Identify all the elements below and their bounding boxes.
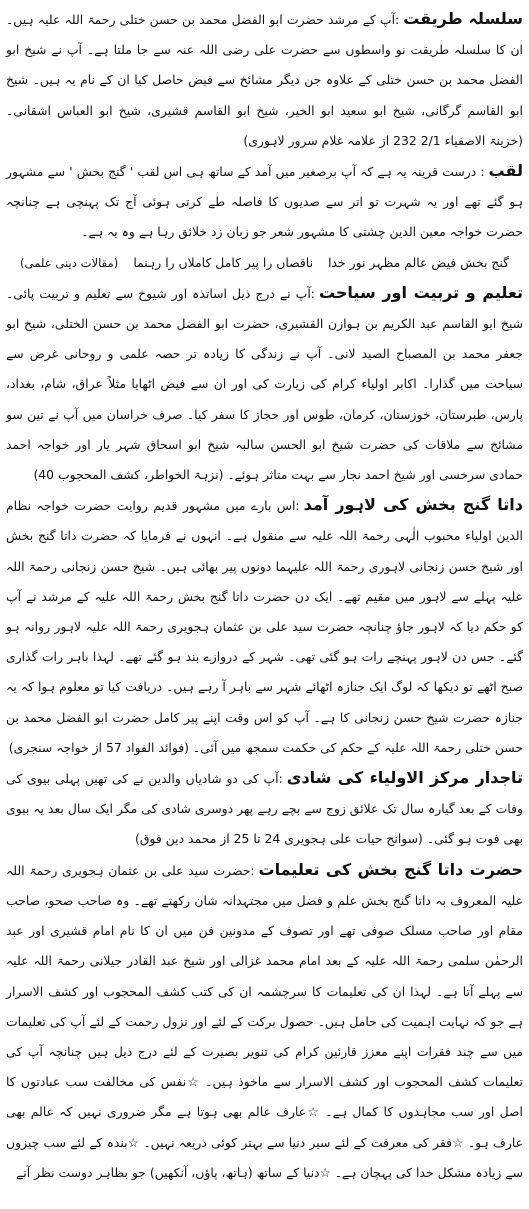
section-shadi <box>6 763 523 855</box>
section-talimat <box>6 855 523 1188</box>
section-body: : درست قرینہ یہ ہے کہ آپ برصغیر میں آمد کے ساتھ ہی اس لقب ' گنج بخش ' سے مشہور ہو گئے تھے اور یہ شہرت تو اتر سے صدیوں کا فاصلہ طے کرتی ہوئی آج تک پہنچی ہے چنانچہ حضرت خواجہ معین الدین چشتی کا مشہور شعر جو زبان زد خلائق رہا ہے وہ یہ ہے۔ <box>6 164 523 240</box>
section-heading: تعلیم و تربیت اور سیاحت <box>318 282 523 302</box>
verse-right: گنج بخش فیض عالم مظہر نور خدا <box>328 254 509 270</box>
verse-left: ناقصاں را پیر کامل کاملاں را رہنما <box>133 254 314 270</box>
section-heading: تاجدار مرکز الاولیاء کی شادی <box>286 768 523 788</box>
section-heading: حضرت داتا گنج بخش کی تعلیمات <box>258 859 523 879</box>
verse-couplet <box>6 248 523 278</box>
section-lahore <box>6 490 523 763</box>
section-body: :آپ کے مرشد حضرت ابو الفضل محمد بن حسن ختلی رحمۃ اللہ علیہ ہیں۔ ان کا سلسلہ طریقت نو واسطوں سے حضرت علی رضی اللہ عنہ سے جا ملتا ہے۔ آپ نے شیخ ابو الفضل محمد بن حسن ختلی کے علاوہ جن دیگر مشائخ سے فیض حاصل کیا ان کے نام یہ ہیں۔ شیخ ابو القاسم گرگانی، شیخ ابو سعید ابو الخیر، شیخ ابو القاسم قشیری، شیخ ابو العباس اشقانی۔ (خزینۃ الاصفیاء 2/1 232 از علامہ غلام سرور لاہوری) <box>6 12 523 148</box>
section-talim <box>6 278 523 490</box>
section-heading: داتا گنج بخش کی لاہور آمد <box>303 495 523 515</box>
verse-reference: (مقالات دینی علمی) <box>20 255 119 270</box>
section-laqab <box>6 156 523 248</box>
section-body: :اس بارے میں مشہور قدیم روایت حضرت خواجہ نظام الدین اولیاء محبوب الٰہی رحمۃ اللہ علیہ سے منقول ہے۔ انہوں نے فرمایا کہ حضرت داتا گنج بخش اور شیخ حسن زنجانی لاہوری رحمۃ اللہ علیہما دونوں پیر بھائی ہیں۔ شیخ حسن زنجانی رحمۃ اللہ علیہ پہلے سے لاہور میں مقیم تھے۔ ایک دن حضرت داتا گنج بخش رحمۃ اللہ علیہ کے مرشد نے آپ کو حکم دیا کہ لاہور جاؤ چنانچہ حضرت سید علی بن عثمان ہجویری رحمۃ اللہ علیہ لاہور روانہ ہو گئے۔ جس دن لاہور پہنچے رات ہو گئی تھی۔ شہر کے دروازے بند ہو گئے تھے۔ لہذا باہر رات گذاری صبح اٹھے تو دیکھا کہ لوگ ایک جنازہ اٹھائے شہر سے باہر آ رہے ہیں۔ دریافت کیا تو معلوم ہوا کہ یہ جنازہ حضرت شیخ حسن زنجانی کا ہے۔ آپ کو اس وقت اپنے پیر کامل حضرت ابو الفضل محمد بن حسن ختلی رحمۃ اللہ علیہ کے حکم کی حکمت سمجھ میں آئی۔ (فوائد الفواد 57 از خواجہ سنجری) <box>6 498 523 755</box>
section-body: :آپ نے درج ذیل اساتذہ اور شیوخ سے تعلیم و تربیت پائی۔ شیخ ابو القاسم عبد الکریم بن ہوازن القشیری، حضرت ابو الفضل محمد بن حسن الختلی، شیخ ابو جعفر محمد بن المصباح الصید لانی۔ آپ نے زندگی کا زیادہ تر حصہ علمی و روحانی غرض سے سیاحت میں گذارا۔ اکابر اولیاء کرام کی زیارت کی اور ان سے فیض اٹھایا مثلاً عراق، شام، بغداد، پارس، طبرستان، خوزستان، کرمان، طوس اور حجاز کا سفر کیا۔ صرف خراسان میں آپ نے تین سو مشائخ سے ملاقات کی حضرت شیخ ابو الحسن سالبہ شیخ ابو اسحاق شہر یار اور خواجہ احمد حمادی سرخسی اور شیخ احمد نجار سے بہت متاثر ہوئے۔ (نزہۃ الخواطر، کشف المحجوب 40) <box>6 285 523 483</box>
section-heading: سلسلہ طریقت <box>403 9 523 28</box>
section-body: :حضرت سید علی بن عثمان ہجویری رحمۃ اللہ علیہ المعروف بہ داتا گنج بخش علم و فضل میں مجتہدانہ شان رکھتے تھے۔ وہ صاحب صحو، صاحب مقام اور صاحب مسلک صوفی تھے اور تصوف کے مدونین فن میں ان کا نام امام قشیری اور عبد الرحمٰن سلمی رحمۃ اللہ علیہ کے بعد امام محمد غزالی اور شیخ عبد القادر جیلانی رحمۃ اللہ علیہ سے پہلے آتا ہے۔ لہذا ان کی تعلیمات کا سرچشمہ ان کی کتب کشف المحجوب اور کشف الاسرار ہے جو کہ نہایت اہمیت کی حامل ہیں۔ حصول برکت کے لئے اور نزول رحمت کے لئے آپ کی تعلیمات میں سے چند فقرات اپنے معزز قارئین کرام کی تنویر بصیرت کے لئے درج ذیل ہیں چنانچہ آپ کی تعلیمات کشف المحجوب اور کشف الاسرار سے ماخوذ ہیں۔ ☆نفس کی مخالفت سب عبادتوں کا اصل اور سب مجاہدوں کا کمال ہے۔ ☆عارف عالم بھی ہوتا ہے مگر ضروری نہیں کہ عالم بھی عارف ہو۔ ☆فقر کی معرفت کے لئے سیر دنیا سے بہتر کوئی ذریعہ نہیں۔ ☆بندہ کے لئے سب چیزوں سے زیادہ مشکل خدا کی پہچان ہے۔ ☆دنیا کے ساتھ (ہاتھ، پاؤں، آنکھیں) جو بظاہر دوست نظر آتے <box>6 862 523 1180</box>
section-silsila <box>6 4 523 156</box>
section-heading: لقب <box>488 161 523 181</box>
section-body: :آپ کی دو شادیاں والدین نے کی تھیں پہلی بیوی کی وفات کے بعد گیارہ سال تک علائق زوج سے بچے رہے پھر دوسری شادی کی مگر ایک سال بعد یہ بیوی بھی فوت ہو گئی۔ (سوانح حیات علی ہجویری 24 تا 25 از محمد دین فوق) <box>6 771 523 847</box>
